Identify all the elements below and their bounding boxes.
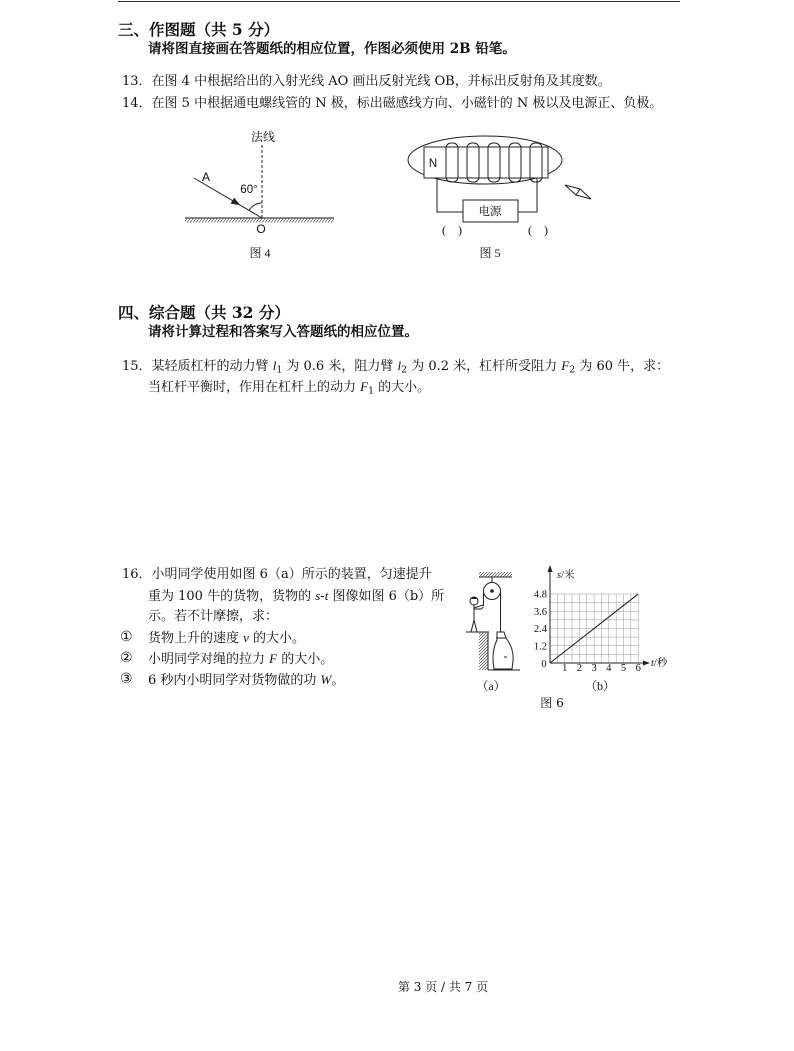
ray-label: A xyxy=(201,170,211,184)
section4-title: 四、综合题（共 32 分） xyxy=(118,303,290,322)
pulley-axle xyxy=(490,589,494,593)
figure6b-caption: （b） xyxy=(584,679,616,693)
text-run: 货物上升的速度 xyxy=(148,631,244,646)
variable: v xyxy=(243,630,249,645)
y-axis-unit: /米 xyxy=(561,570,575,581)
needle-divider xyxy=(576,189,580,195)
text-run: 15．某轻质杠杆的动力臂 xyxy=(122,359,273,374)
top-rule xyxy=(118,1,680,2)
question-16-line1: 16．小明同学使用如图 6（a）所示的装置，匀速提升 xyxy=(122,567,432,582)
variable: F xyxy=(561,358,570,373)
x-tick-label: 4 xyxy=(606,663,612,674)
figure6b-plot xyxy=(528,562,678,694)
pole-label: N xyxy=(428,158,438,170)
point-label: O xyxy=(256,222,266,236)
person-icon xyxy=(470,597,484,632)
section4-instruction: 请将计算过程和答案写入答题纸的相应位置。 xyxy=(148,324,418,340)
subscript: 1 xyxy=(276,364,283,376)
x-axis-unit: /秒 xyxy=(653,658,668,669)
person-leg xyxy=(474,620,477,632)
subquestion-2 xyxy=(148,652,333,666)
text-run: 。 xyxy=(331,673,345,688)
y-tick-label: 3.6 xyxy=(533,606,547,618)
figure5-diagram xyxy=(400,128,600,265)
subquestion-marker: ② xyxy=(120,650,133,666)
question-16-line3: 示。若不计摩擦，求： xyxy=(148,609,279,624)
subquestion-1 xyxy=(148,631,305,645)
source-label: 电源 xyxy=(478,206,502,218)
text-run: 为 0.6 米，阻力臂 xyxy=(282,359,398,374)
person-leg xyxy=(471,620,474,632)
text-run: 当杠杆平衡时，作用在杠杆上的动力 xyxy=(148,380,361,395)
variable: l xyxy=(397,358,402,373)
text-run: 小明同学对绳的拉力 xyxy=(148,652,270,667)
right-wire xyxy=(518,178,537,212)
variable: F xyxy=(360,379,369,394)
x-tick-label: 5 xyxy=(620,663,627,674)
x-axis-label xyxy=(651,656,668,669)
figure4-diagram xyxy=(175,125,345,265)
variable: s xyxy=(315,588,321,603)
text-run: 6 秒内小明同学对货物做的功 xyxy=(148,673,321,688)
y-axis-arrow xyxy=(548,565,553,572)
person-hair xyxy=(470,597,478,599)
wall-hatching xyxy=(479,632,488,670)
x-axis-arrow xyxy=(643,661,650,666)
y-tick-label: 1.2 xyxy=(533,641,547,653)
page-footer: 第 3 页 / 共 7 页 xyxy=(397,980,489,994)
figure4-caption: 图 4 xyxy=(249,246,271,260)
subquestion-3 xyxy=(148,673,344,687)
section3-title: 三、作图题（共 5 分） xyxy=(118,20,280,39)
variable: F xyxy=(269,651,278,666)
question-15-line2 xyxy=(148,380,430,396)
solenoid-core xyxy=(424,147,548,178)
y-tick-label: 4.8 xyxy=(533,589,547,601)
text-run: 的大小。 xyxy=(248,631,306,646)
subquestion-marker: ③ xyxy=(120,671,133,687)
ceiling-hatching xyxy=(479,572,512,577)
x-tick-label: 2 xyxy=(576,663,583,674)
subscript: 2 xyxy=(401,364,408,376)
text-run: 的大小。 xyxy=(374,380,431,395)
y-tick-label: 2.4 xyxy=(533,624,547,635)
figure6-caption: 图 6 xyxy=(540,696,564,710)
figure6a-pulley xyxy=(460,566,526,694)
subquestion-marker: ① xyxy=(120,629,133,645)
question-13: 13．在图 4 中根据给出的入射光线 AO 画出反射光线 OB，并标出反射角及其度数。 xyxy=(122,74,611,89)
origin-label: 0 xyxy=(541,659,547,670)
angle-label: 60° xyxy=(240,184,258,196)
y-axis-label xyxy=(557,568,575,581)
y-axis-variable: s xyxy=(557,570,562,581)
ray-arrowhead xyxy=(231,198,241,206)
left-terminal-blank: ( ) xyxy=(442,223,462,237)
text-run: - xyxy=(320,589,325,604)
question-14: 14．在图 5 中根据通电螺线管的 N 极，标出磁感线方向、小磁针的 N 极以及电源正、负极。 xyxy=(122,96,663,111)
question-16-line2 xyxy=(148,589,444,603)
x-tick-label: 6 xyxy=(635,663,641,674)
x-tick-label: 1 xyxy=(562,663,568,674)
subscript: 2 xyxy=(569,364,576,376)
text-run: 的大小。 xyxy=(277,652,334,667)
text-run: 为 0.2 米，杠杆所受阻力 xyxy=(407,359,562,374)
text-run: 图像如图 6（b）所 xyxy=(328,589,445,604)
figure5-caption: 图 5 xyxy=(479,246,501,260)
subscript: 1 xyxy=(368,385,375,397)
normal-label: 法线 xyxy=(250,130,276,144)
variable: W xyxy=(320,672,332,687)
text-run: 重为 100 牛的货物，货物的 xyxy=(148,589,316,604)
x-tick-label: 3 xyxy=(591,663,597,674)
figure6a-caption: （a） xyxy=(476,679,506,693)
x-axis-variable: t xyxy=(651,658,654,669)
variable: t xyxy=(324,588,329,603)
variable: l xyxy=(272,358,277,373)
compass-needle-icon xyxy=(565,185,591,199)
right-terminal-blank: ( ) xyxy=(528,223,548,237)
text-run: 为 60 牛，求： xyxy=(575,359,670,374)
question-15-line1 xyxy=(122,359,669,375)
angle-arc xyxy=(249,203,262,210)
section3-instruction: 请将图直接画在答题纸的相应位置，作图必须使用 2B 铅笔。 xyxy=(148,41,516,57)
